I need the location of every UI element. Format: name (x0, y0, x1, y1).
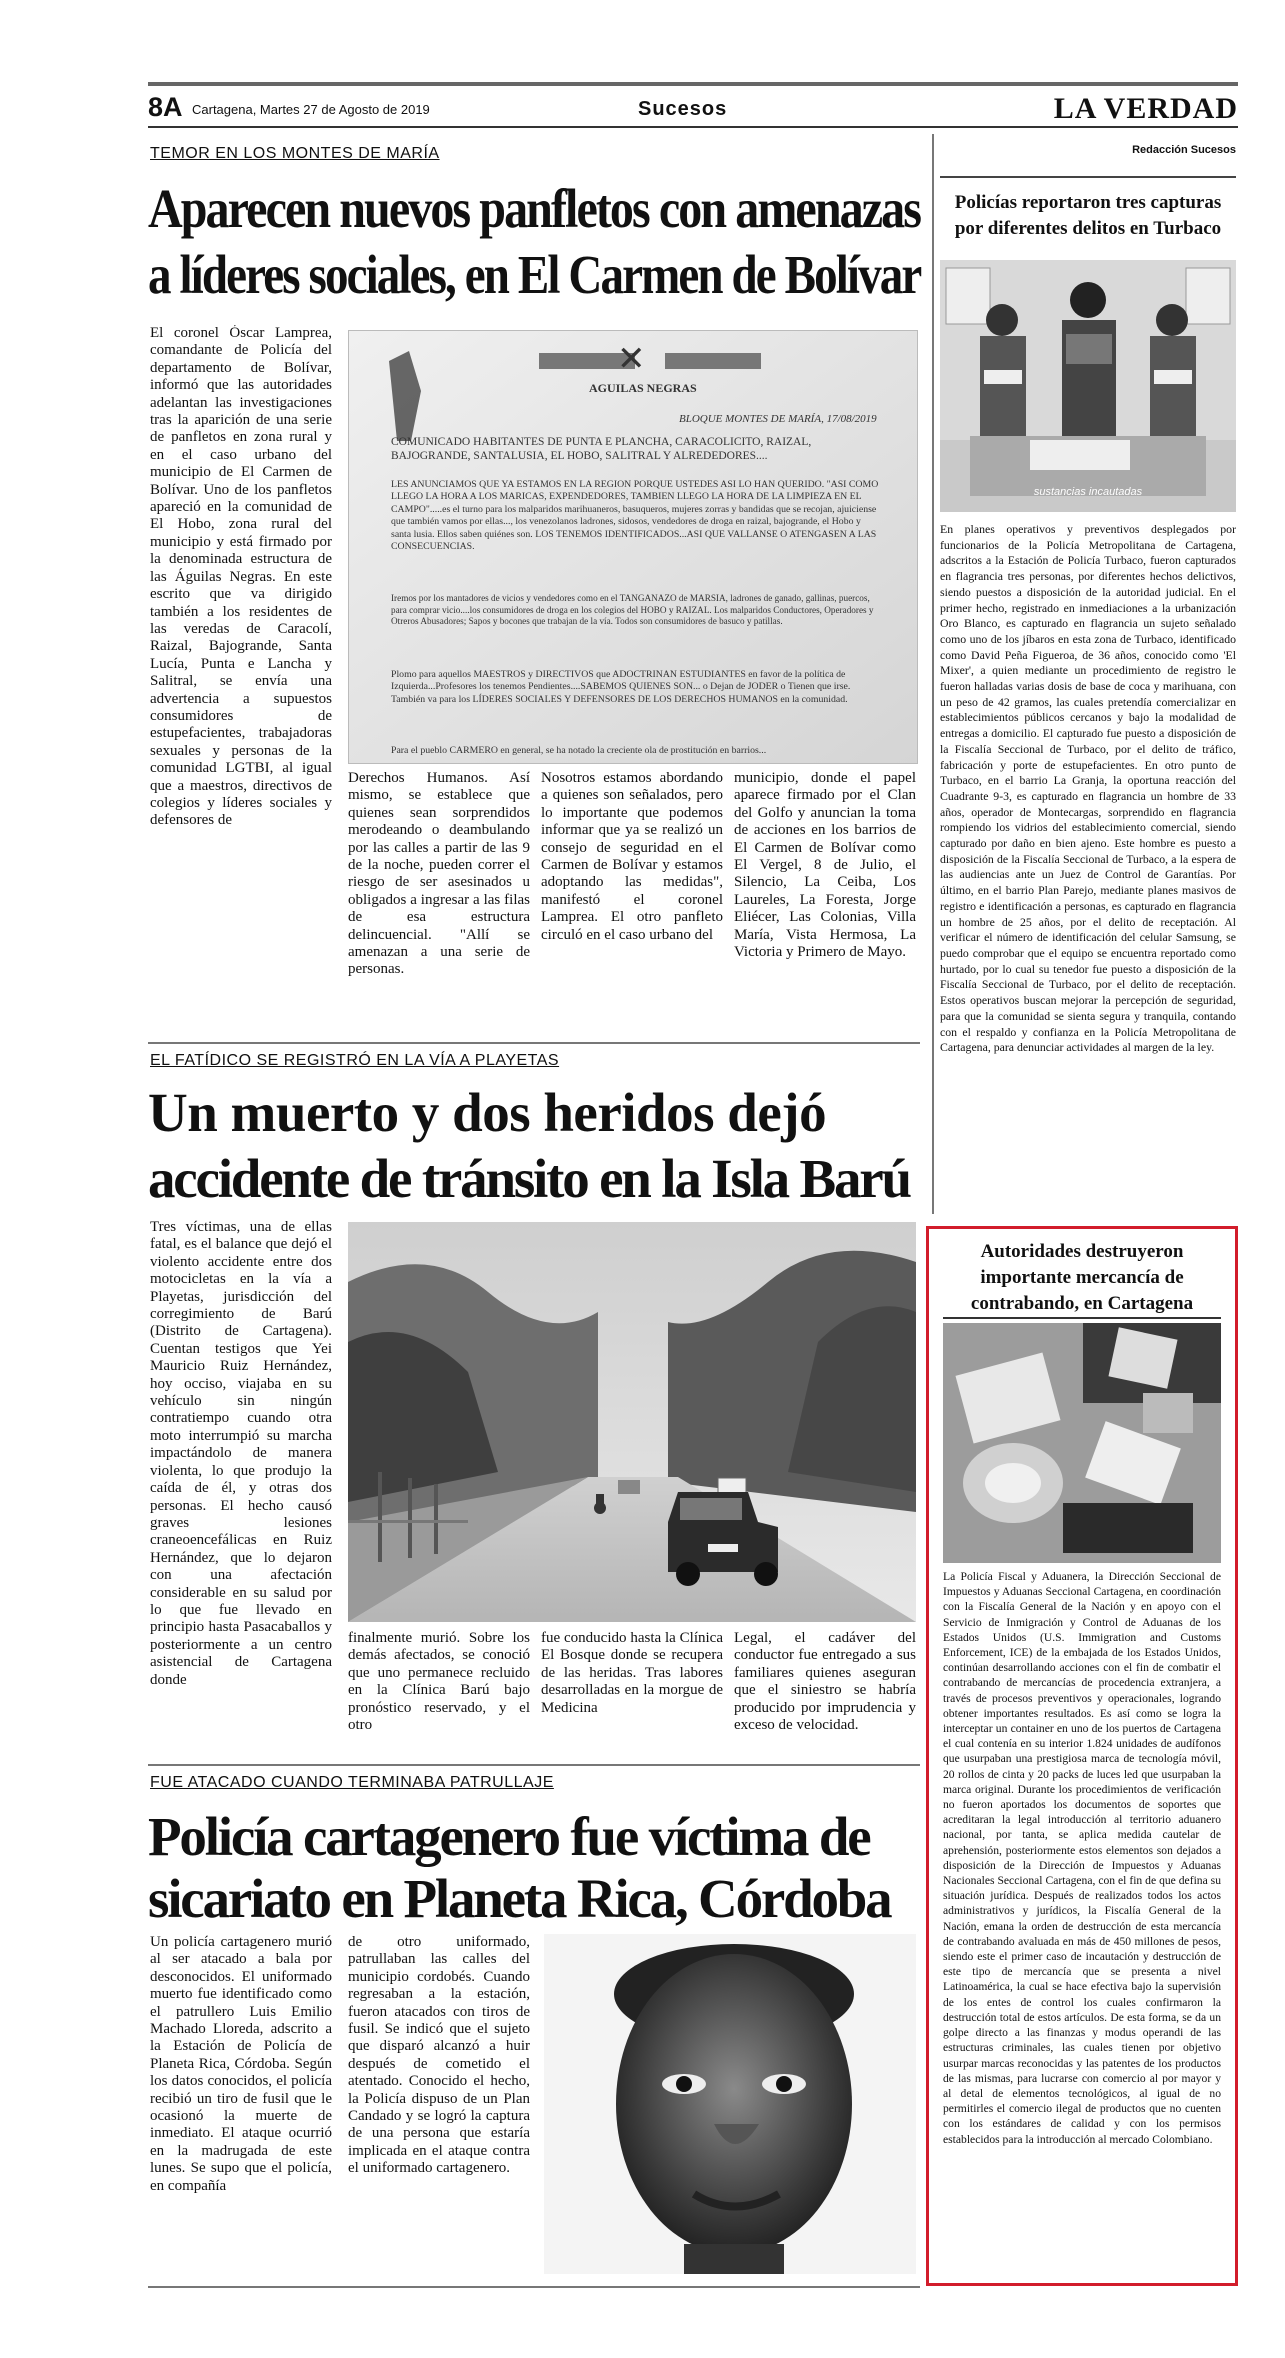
article1-headline-line2: a líderes sociales, en El Carmen de Bolívar (148, 244, 921, 305)
sidebar-story2-photo (943, 1323, 1221, 1563)
pamphlet-paragraph-1: COMUNICADO HABITANTES DE PUNTA E PLANCHA, CARACOLICITO, RAIZAL, BAJOGRANDE, SANTALUSIA, EL HOBO, SALITRAL Y ALREDEDORES.... (391, 436, 812, 462)
article3-column-1: Un policía cartagenero murió al ser atacado a bala por desconocidos. El uniformado muerto fue identificado como el patrullero Luis Emilio Machado Lloreda, adscrito a la Estación de Policía de Planeta Rica, Córdoba. Según los datos conocidos, el policía recibió un tiro de fusil que le ocasionó la muerte de inmediato. El ataque ocurrió en la madrugada de este lunes. Se supo que el policía, en compañía (150, 1934, 332, 2194)
article1-column-4: municipio, donde el papel aparece firmado por el Clan del Golfo y anuncian la toma de acciones en los barrios de El Carmen de Bolívar como El Vergel, 8 de Julio, el Silencio, La Ceiba, Los Laureles, La Foresta, Jorge Eliécer, Las Colonias, Villa María, Vista Hermosa, La Victoria y Primero de Mayo. (734, 770, 916, 961)
sidebar-story1-photo-caption: sustancias incautadas (1033, 486, 1143, 498)
article2-column-4: Legal, el cadáver del conductor fue entregado a sus familiares quienes aseguran que el siniestro se habría producido por imprudencia y exceso de velocidad. (734, 1630, 916, 1734)
article2-column-2: finalmente murió. Sobre los demás afectados, se conoció que uno permanece recluido en la Clínica Barú bajo pronóstico reservado, y el otro (348, 1630, 530, 1734)
column-separator (932, 134, 934, 1214)
article2-kicker: EL FATÍDICO SE REGISTRÓ EN LA VÍA A PLAYETAS (150, 1052, 560, 1069)
police-officer-portrait (544, 1934, 916, 2274)
sidebar-story1-top-rule (940, 176, 1236, 178)
article3-headline-line2: sicariato en Planeta Rica, Córdoba (148, 1868, 891, 1929)
page-bottom-rule (148, 2286, 920, 2288)
newspaper-brand: LA VERDAD (1053, 92, 1238, 125)
arrest-photo-illustration (940, 260, 1236, 512)
sidebar-story2-box (926, 1226, 1238, 2286)
pamphlet-paragraph-2: LES ANUNCIAMOS QUE YA ESTAMOS EN LA REGION PORQUE USTEDES ASI LO HAN QUERIDO. "ASI COMO LLEGO LA HORA A LOS MARICAS, EXPENDEDORES, TAMBIEN LLEGO LA HORA DE LA LIMPIEZA EN EL CAMPO".....es el turno para los malparidos marihuaneros, basuqueros, mujeres zorras y bandidas que se recojan, ajuiciense que también vamos por ellas..., los venezolanos ladrones, sidosos, vendedores de droga en raizal, bajogrande, el Hobo y santa lusia. Ellos saben quiénes son. LOS TENEMOS IDENTIFICADOS...ASI QUE VALLANSE O ATENGASEN A LAS CONSECUENCIAS. (391, 479, 879, 553)
pamphlet-paragraph-4: Plomo para aquellos MAESTROS y DIRECTIVOS que ADOCTRINAN ESTUDIANTES en favor de la política de Izquierda...Profesores los tenemos Pendientes....SABEMOS QUIENES SON... o Dejan de JODER o Tienen que irse. También va para los LÍDERES SOCIALES Y DEFENSORES DE LOS DERECHOS HUMANOS en la comunidad. (391, 669, 851, 705)
sidebar-story1-headline: Policías reportaron tres capturas por diferentes delitos en Turbaco (954, 192, 1222, 239)
section-name: Sucesos (638, 98, 728, 120)
sidebar-credit: Redacción Sucesos (1132, 144, 1236, 156)
article1-column-2: Derechos Humanos. Así mismo, se establece que quienes sean sorprendidos merodeando o deambulando por las calles a partir de las 9 de la noche, pueden correr el riesgo de ser asesinados u obligados a ingresar a las filas de esa estructura delincuencial. "Allí se amenazan a una serie de personas. (348, 770, 530, 978)
contraband-photo-illustration (943, 1323, 1221, 1563)
sidebar-story2-headline: Autoridades destruyeron importante mercancía de contrabando, en Cartagena (970, 1241, 1194, 1314)
article2-rule (148, 1764, 920, 1766)
pamphlet-photo (348, 330, 918, 764)
article1-rule (148, 1042, 920, 1044)
page-header (148, 90, 1238, 124)
article2-column-3: fue conducido hasta la Clínica El Bosque donde se recupera de las heridas. Tras labores desarrolladas en la morgue de Medicina (541, 1630, 723, 1716)
dateline: Cartagena, Martes 27 de Agosto de 2019 (192, 102, 430, 117)
article1-kicker: TEMOR EN LOS MONTES DE MARÍA (150, 145, 440, 162)
pamphlet-bloque: BLOQUE MONTES DE MARÍA, 17/08/2019 (679, 413, 877, 425)
page-number: 8A (148, 92, 183, 122)
pamphlet-group-name: AGUILAS NEGRAS (589, 381, 697, 395)
sidebar-story2-rule (943, 1317, 1221, 1319)
article1-column-1: El coronel Óscar Lamprea, comandante de Policía del departamento de Bolívar, informó que las autoridades adelantan las investigaciones tras la aparición de una serie de panfletos en zona rural y en el caso urbano del municipio de El Carmen de Bolívar. Uno de los panfletos apareció en la comunidad de El Hobo, zona rural del municipio y está firmado por la denominada estructura de las Águilas Negras. En este escrito que va dirigido también a los residentes de las veredas de Caracolí, Raizal, Bajogrande, Santa Lucía, Punta e Lancha y Salitral, se envía una advertencia a supuestos consumidores de estupefacientes, trabajadoras sexuales y personas de la comunidad LGTBI, al igual que a maestros, directivos de colegios y líderes sociales y defensores de (150, 325, 332, 829)
portrait-illustration (544, 1934, 916, 2274)
article1-headline-line1: Aparecen nuevos panfletos con amenazas (148, 178, 920, 239)
road-accident-photo (348, 1222, 916, 1622)
sidebar-story1 (940, 162, 1236, 1212)
header-rule (148, 126, 1238, 128)
article2-column-1: Tres víctimas, una de ellas fatal, es el balance que dejó el violento accidente entre dos motocicletas en la vía a Playetas, jurisdicción del corregimiento de Barú (Distrito de Cartagena). Cuentan testigos que Yei Mauricio Ruiz Hernández, hoy occiso, viajaba en su vehículo sin ningún contratiempo cuando otra moto interrumpió su marcha impactándolo de manera violenta, lo que produjo la caída de él, y otras dos personas. El hecho causó graves lesiones craneoencefálicas en Ruiz Hernández, que lo dejaron con una afectación considerable en su salud por lo que fue llevado en principio hasta Pasacaballos y posteriormente a un centro asistencial de Cartagena donde (150, 1219, 332, 1688)
article3-headline-line1: Policía cartagenero fue víctima de (148, 1806, 870, 1867)
pamphlet-paragraph-5: Para el pueblo CARMERO en general, se ha notado la creciente ola de prostitución en barrios... (391, 745, 767, 756)
sidebar-story1-photo (940, 260, 1236, 512)
road-scene-illustration (348, 1222, 916, 1622)
top-rule (148, 82, 1238, 86)
sidebar-story1-body: En planes operativos y preventivos desplegados por funcionarios de la Policía Metropolitana de Cartagena, adscritos a la Estación de Policía Turbaco, fueron capturados en flagrancia tres personas, por diferentes hechos delictivos, siendo puestos a disposición de la autoridad judicial. En el primer hecho, registrado en inmediaciones a la urbanización Oro Blanco, es capturado en flagrancia un sujeto señalado como uno de los jíbaros en esta zona de Turbaco, identificado como David Peña Figueroa, de 36 años, conocido como 'El Mixer', a quien mediante un procedimiento de registro le fueron halladas varias dosis de base de coca y marihuana, con un peso de 42 gramos, las cuales pretendía comercializar en establecimientos públicos cercanos y bajo la modalidad de entregas a domicilio. El capturado fue puesto a disposición de la Fiscalía Seccional de Turbaco, por el delito de tráfico, fabricación y porte de estupefacientes. En otro punto de Turbaco, en el barrio La Granja, la oportuna reacción del Cuadrante 9-3, es capturado en flagrancia un hombre de 33 años, operador de Montecargas, sorprendido en flagrancia rompiendo los vidrios del establecimiento comercial, siendo capturado por daño en bien ajeno. Este hombre es puesto a disposición de la Fiscalía Seccional de Turbaco, a la espera de las audiencias ante un Juez de Control de Garantías. Por último, en el barrio Plan Parejo, mediante planes masivos de registro e identificación a personas, es capturado en flagrancia un hombre de 25 años, por el delito de receptación. Al verificar el número de identificación del celular Samsung, se puedo comprobar que el equipo se encuentra reportado como hurtado, por lo cual su tenedor fue puesto a disposición de la Fiscalía Seccional de Turbaco, por el delito de receptación. Estos operativos buscan mejorar la percepción de seguridad, para que la comunidad se sienta segura y tranquila, contando con el respaldo y confianza en la Policía Metropolitana de Cartagena, para denunciar actividades al margen de la ley. (940, 522, 1236, 1055)
article3-kicker: FUE ATACADO CUANDO TERMINABA PATRULLAJE (150, 1774, 554, 1791)
article2-headline-line1: Un muerto y dos heridos dejó (148, 1082, 827, 1143)
article2-headline-line2: accidente de tránsito en la Isla Barú (148, 1148, 910, 1209)
pamphlet-paragraph-3: Iremos por los mantadores de vicios y vendedores como en el TANGANAZO de MARSIA, ladrones de ganado, gallinas, puercos, para comprar vicio....los consumidores de droga en los colegios del HOBO y RAIZAL. Los malparidos Conductores, Operadores y Otreros Abusadores; Sapos y bocones que trabajan de la vía. Todos son consumidores de basuco y patillas. (391, 593, 874, 626)
article1-column-3: Nosotros estamos abordando a quienes son señalados, pero lo importante que podemos informar que ya se realizó un consejo de seguridad en el Carmen de Bolívar y estamos adoptando las medidas", manifestó el coronel Lamprea. El otro panfleto circuló en el caso urbano del (541, 770, 723, 943)
sidebar-story2-body: La Policía Fiscal y Aduanera, la Dirección Seccional de Impuestos y Aduanas Seccional Cartagena, en coordinación con la Fiscalía General de la Nación y en apoyo con el Servicio de Inmigración y Control de Aduanas de los Estados Unidos (U.S. Immigration and Customs Enforcement, ICE) de la embajada de los Estados Unidos, continúan desarrollando acciones con el fin de combatir el contrabando de mercancías de procedencia extranjera, a través de procesos preventivos y operacionales, logrando obtener importantes resultados. Es así como se logra la interceptar un container en uno de los puertos de Cartagena el cual contenía en su interior 1.824 unidades de audífonos que usurpaban una prestigiosa marca de tecnología móvil, 20 rollos de cinta y 20 packs de luces led que usurpaban la marca original. Durante los procedimientos de verificación no fueron aportados los documentos de soportes que acreditaran la legal introducción al territorio aduanero nacional, por tanta, se aplica medida cautelar de aprehensión, posteriormente estos elementos son dejados a disposición de la Dirección de Impuestos y Aduanas Nacionales Seccional Cartagena, con el fin de que defina su situación jurídica. Después de realizados todos los actos administrativos y jurídicos, la Fiscalía General de la Nación, emana la orden de destrucción de esta mercancía de contrabando avaluada en más de 450 millones de pesos, siendo este el primer caso de incautación y destrucción de este tipo de mercancía que se presenta a nivel Latinoamérica, la cual se hace efectiva bajo la supervisión de los entes de control los cuales confirmaron la destrucción total de estos artículos. De esta forma, se da un golpe directo a las finanzas y modus operandi de las estructuras criminales, las cuales tienen por objetivo usurpar marcas reconocidas y las patentes de los productos de las mismas, para lucrarse con comercio al por mayor y al detal de elementos tecnológicos, al igual de no permitirles el comercio ilegal de productos que no cuenten con los estándares de calidad y con los permisos establecidos para la introducción al mercado Colombiano. (943, 1570, 1221, 2146)
article3-column-2: de otro uniformado, patrullaban las calles del municipio cordobés. Cuando regresaban a la estación, fueron atacados con tiros de fusil. Se indicó que el sujeto que disparó alcanzó a huir después de cometido el atentado. Conocido el hecho, la Policía dispuso de un Plan Candado y se logró la captura de una persona que estaría implicada en el ataque contra el uniformado cartagenero. (348, 1934, 530, 2177)
pamphlet-eagle-icon: ✕ (617, 341, 646, 378)
